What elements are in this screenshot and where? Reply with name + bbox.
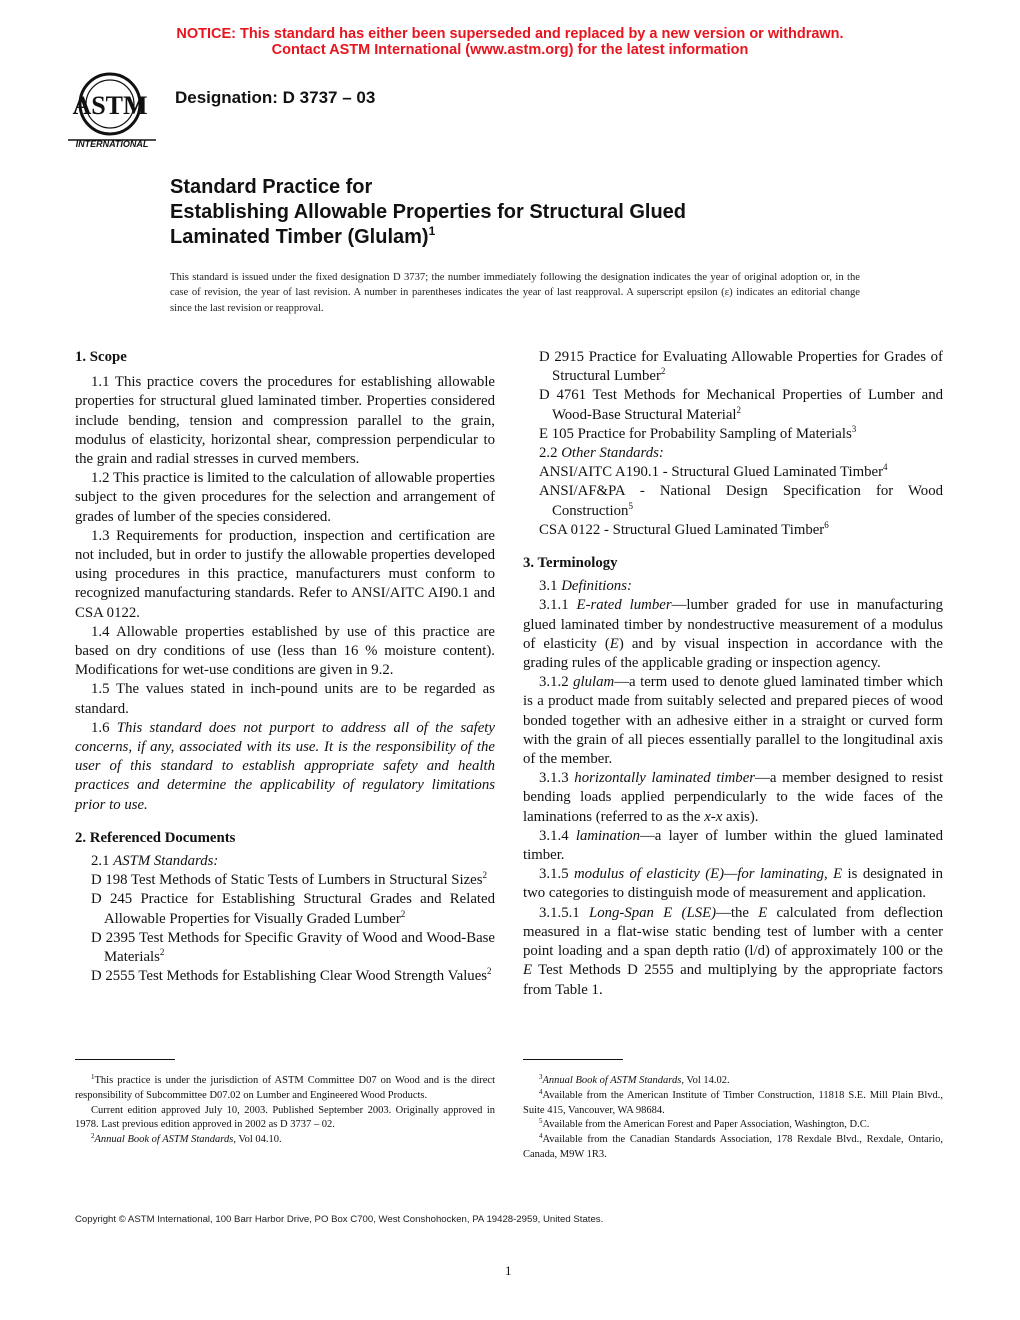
reference-d245: D 245 Practice for Establishing Structural Grades and Related Allowable Properties for Visually Graded Lumber$^2$ <box>91 891 495 927</box>
paragraph-1-6: 1.6 This standard does not purport to address all of the safety concerns, if any, associated with its use. It is the responsibility of the user of this standard to establish appropriate safety and health practices and determine the applicability of regulatory limitations prior to use. <box>75 719 495 813</box>
footnote-5: $^5$Available from the American Forest and Paper Association, Washington, D.C. <box>539 1117 870 1131</box>
paragraph-1-2: 1.2 This practice is limited to the calculation of allowable properties subject to the given procedures for the selection and arrangement of grades of lumber of the species considered. <box>75 470 495 525</box>
reference-ansi-aitc: ANSI/AITC A190.1 - Structural Glued Laminated Timber$^4$ <box>539 462 888 481</box>
section-3-heading: 3. Terminology <box>523 555 618 572</box>
definition-glulam: 3.1.2 glulam—a term used to denote glued laminated timber which is a product made from suitably selected and prepared pieces of wood bonded together with an adhesive either in a straight or curved form with the grain of all pieces essentially parallel to the longitudinal axis of the member. <box>523 674 943 768</box>
reference-d2555: D 2555 Test Methods for Establishing Clear Wood Strength Values$^2$ <box>91 966 492 985</box>
definition-horizontally-laminated: 3.1.3 horizontally laminated timber—a member designed to resist bending loads applied perpendicularly to the wide faces of the laminations (referred to as the x-x axis). <box>523 770 944 825</box>
paragraph-1-4: 1.4 Allowable properties established by use of this practice are based on dry conditions of use (less than 16 % moisture content). Modifications for wet-use conditions are given in 9.2. <box>75 623 495 679</box>
footnotes-left <box>75 1074 495 1148</box>
designation: Designation: D 3737 – 03 <box>175 88 376 107</box>
definition-long-span-e: 3.1.5.1 Long-Span E (LSE)—the E calculated from deflection measured in a flat-wise static bending test of lumber with a center point loading and a span depth ratio (l/d) of approximately 100 or the E Test Methods D 2555 and multiplying by the appropriate factors from Table 1. <box>523 904 944 998</box>
section-2-heading: 2. Referenced Documents <box>75 829 236 846</box>
definition-lamination: 3.1.4 lamination—a layer of lumber within the glued laminated timber. <box>523 827 943 864</box>
reference-d2395: D 2395 Test Methods for Specific Gravity of Wood and Wood-Base Materials$^2$ <box>91 929 495 966</box>
reference-d198: D 198 Test Methods of Static Tests of Lumbers in Structural Sizes$^2$ <box>91 870 488 889</box>
notice-line-2: Contact ASTM International (www.astm.org) for the latest information <box>271 42 749 58</box>
notice-line-1: NOTICE: This standard has either been superseded and replaced by a new version or withdrawn. <box>176 26 844 42</box>
page-number: 1 <box>505 1263 512 1278</box>
footnote-6: $^4$Available from the Canadian Standards Association, 178 Rexdale Blvd., Rexdale, Ontario, Canada, M9W 1R3. <box>523 1132 943 1160</box>
paragraph-3-1: 3.1 Definitions: <box>539 578 632 595</box>
footnote-rule-right <box>523 1059 623 1060</box>
reference-csa: CSA 0122 - Structural Glued Laminated Timber$^6$ <box>539 519 829 538</box>
reference-d4761: D 4761 Test Methods for Mechanical Properties of Lumber and Wood-Base Structural Material$^2$ <box>539 387 943 423</box>
astm-logo <box>64 70 164 152</box>
paragraph-2-2: 2.2 Other Standards: <box>539 445 664 462</box>
reference-ansi-afpa: ANSI/AF&PA - National Design Specification for Wood Construction$^5$ <box>539 483 943 519</box>
paragraph-1-3: 1.3 Requirements for production, inspection and certification are not included, but in order to justify the allowable properties developed using procedures in this practice, manufacturers must conform to recognized manufacturing standards. Refer to ANSI/AITC AI90.1 and CSA 0122. <box>75 527 495 621</box>
footnote-1-edition: Current edition approved July 10, 2003. Published September 2003. Originally approved in 1978. Last previous edition approved in 2002 as D 3737 – 02. <box>75 1104 495 1131</box>
paragraph-2-1: 2.1 ASTM Standards: <box>91 853 219 870</box>
left-column <box>75 348 495 987</box>
svg-text:INTERNATIONAL: INTERNATIONAL <box>75 139 149 149</box>
right-column <box>523 348 943 1000</box>
paragraph-1-5: 1.5 The values stated in inch-pound units are to be regarded as standard. <box>75 681 495 717</box>
reference-d2915: D 2915 Practice for Evaluating Allowable Properties for Grades of Structural Lumber$^2$ <box>539 349 943 385</box>
title-line-3: Laminated Timber (Glulam)$^1$ <box>170 224 436 248</box>
astm-logo-icon <box>64 70 164 152</box>
title-line-2: Establishing Allowable Properties for Structural Glued <box>170 201 687 223</box>
document-title <box>170 175 970 250</box>
paragraph-1-1: 1.1 This practice covers the procedures for establishing allowable properties for structural glued laminated timber. Properties considered include bending, tension and compression parallel to the grain, modulus of elasticity, horizontal shear, compression perpendicular to the grain and radial stresses in curved members. <box>75 374 495 468</box>
section-1-heading: 1. Scope <box>75 349 127 365</box>
reference-e105: E 105 Practice for Probability Sampling of Materials$^3$ <box>539 423 857 442</box>
definition-e-rated-lumber: 3.1.1 E-rated lumber—lumber graded for use in manufacturing glued laminated timber by nondestructive measurement of a modulus of elasticity (E) and by visual inspection in accordance with the grading rules of the applicable grading or inspection agency. <box>523 597 943 672</box>
title-line-1: Standard Practice for <box>170 176 373 198</box>
copyright: Copyright © ASTM International, 100 Barr Harbor Drive, PO Box C700, West Conshohocken, PA 19428-2959, United States. <box>75 1214 604 1225</box>
footnotes-right <box>523 1074 943 1163</box>
footnote-rule-left <box>75 1059 175 1060</box>
footnote-3: $^3$Annual Book of ASTM Standards, Vol 14.02. <box>539 1073 730 1086</box>
footnote-2: $^2$Annual Book of ASTM Standards, Vol 04.10. <box>91 1132 282 1146</box>
footnote-1: $^1$This practice is under the jurisdiction of ASTM Committee D07 on Wood and is the direct responsibility of Subcommittee D07.02 on Lumber and Engineered Wood Products. <box>75 1073 495 1101</box>
issued-note: This standard is issued under the fixed designation D 3737; the number immediately following the designation indicates the year of original adoption or, in the case of revision, the year of last revision. A number in parentheses indicates the year of last reapproval. A superscript epsilon (ε) indicates an editorial change since the last revision or reapproval. <box>170 272 860 314</box>
svg-text:ASTM: ASTM <box>72 91 148 120</box>
footnote-4: $^4$Available from the American Institute of Timber Construction, 11818 S.E. Mill Plain Blvd., Suite 415, Vancouver, WA 98684. <box>523 1087 943 1116</box>
definition-modulus-of-elasticity: 3.1.5 modulus of elasticity (E)—for laminating, E is designated in two categories to distinguish mode of measurement and application. <box>523 866 943 902</box>
